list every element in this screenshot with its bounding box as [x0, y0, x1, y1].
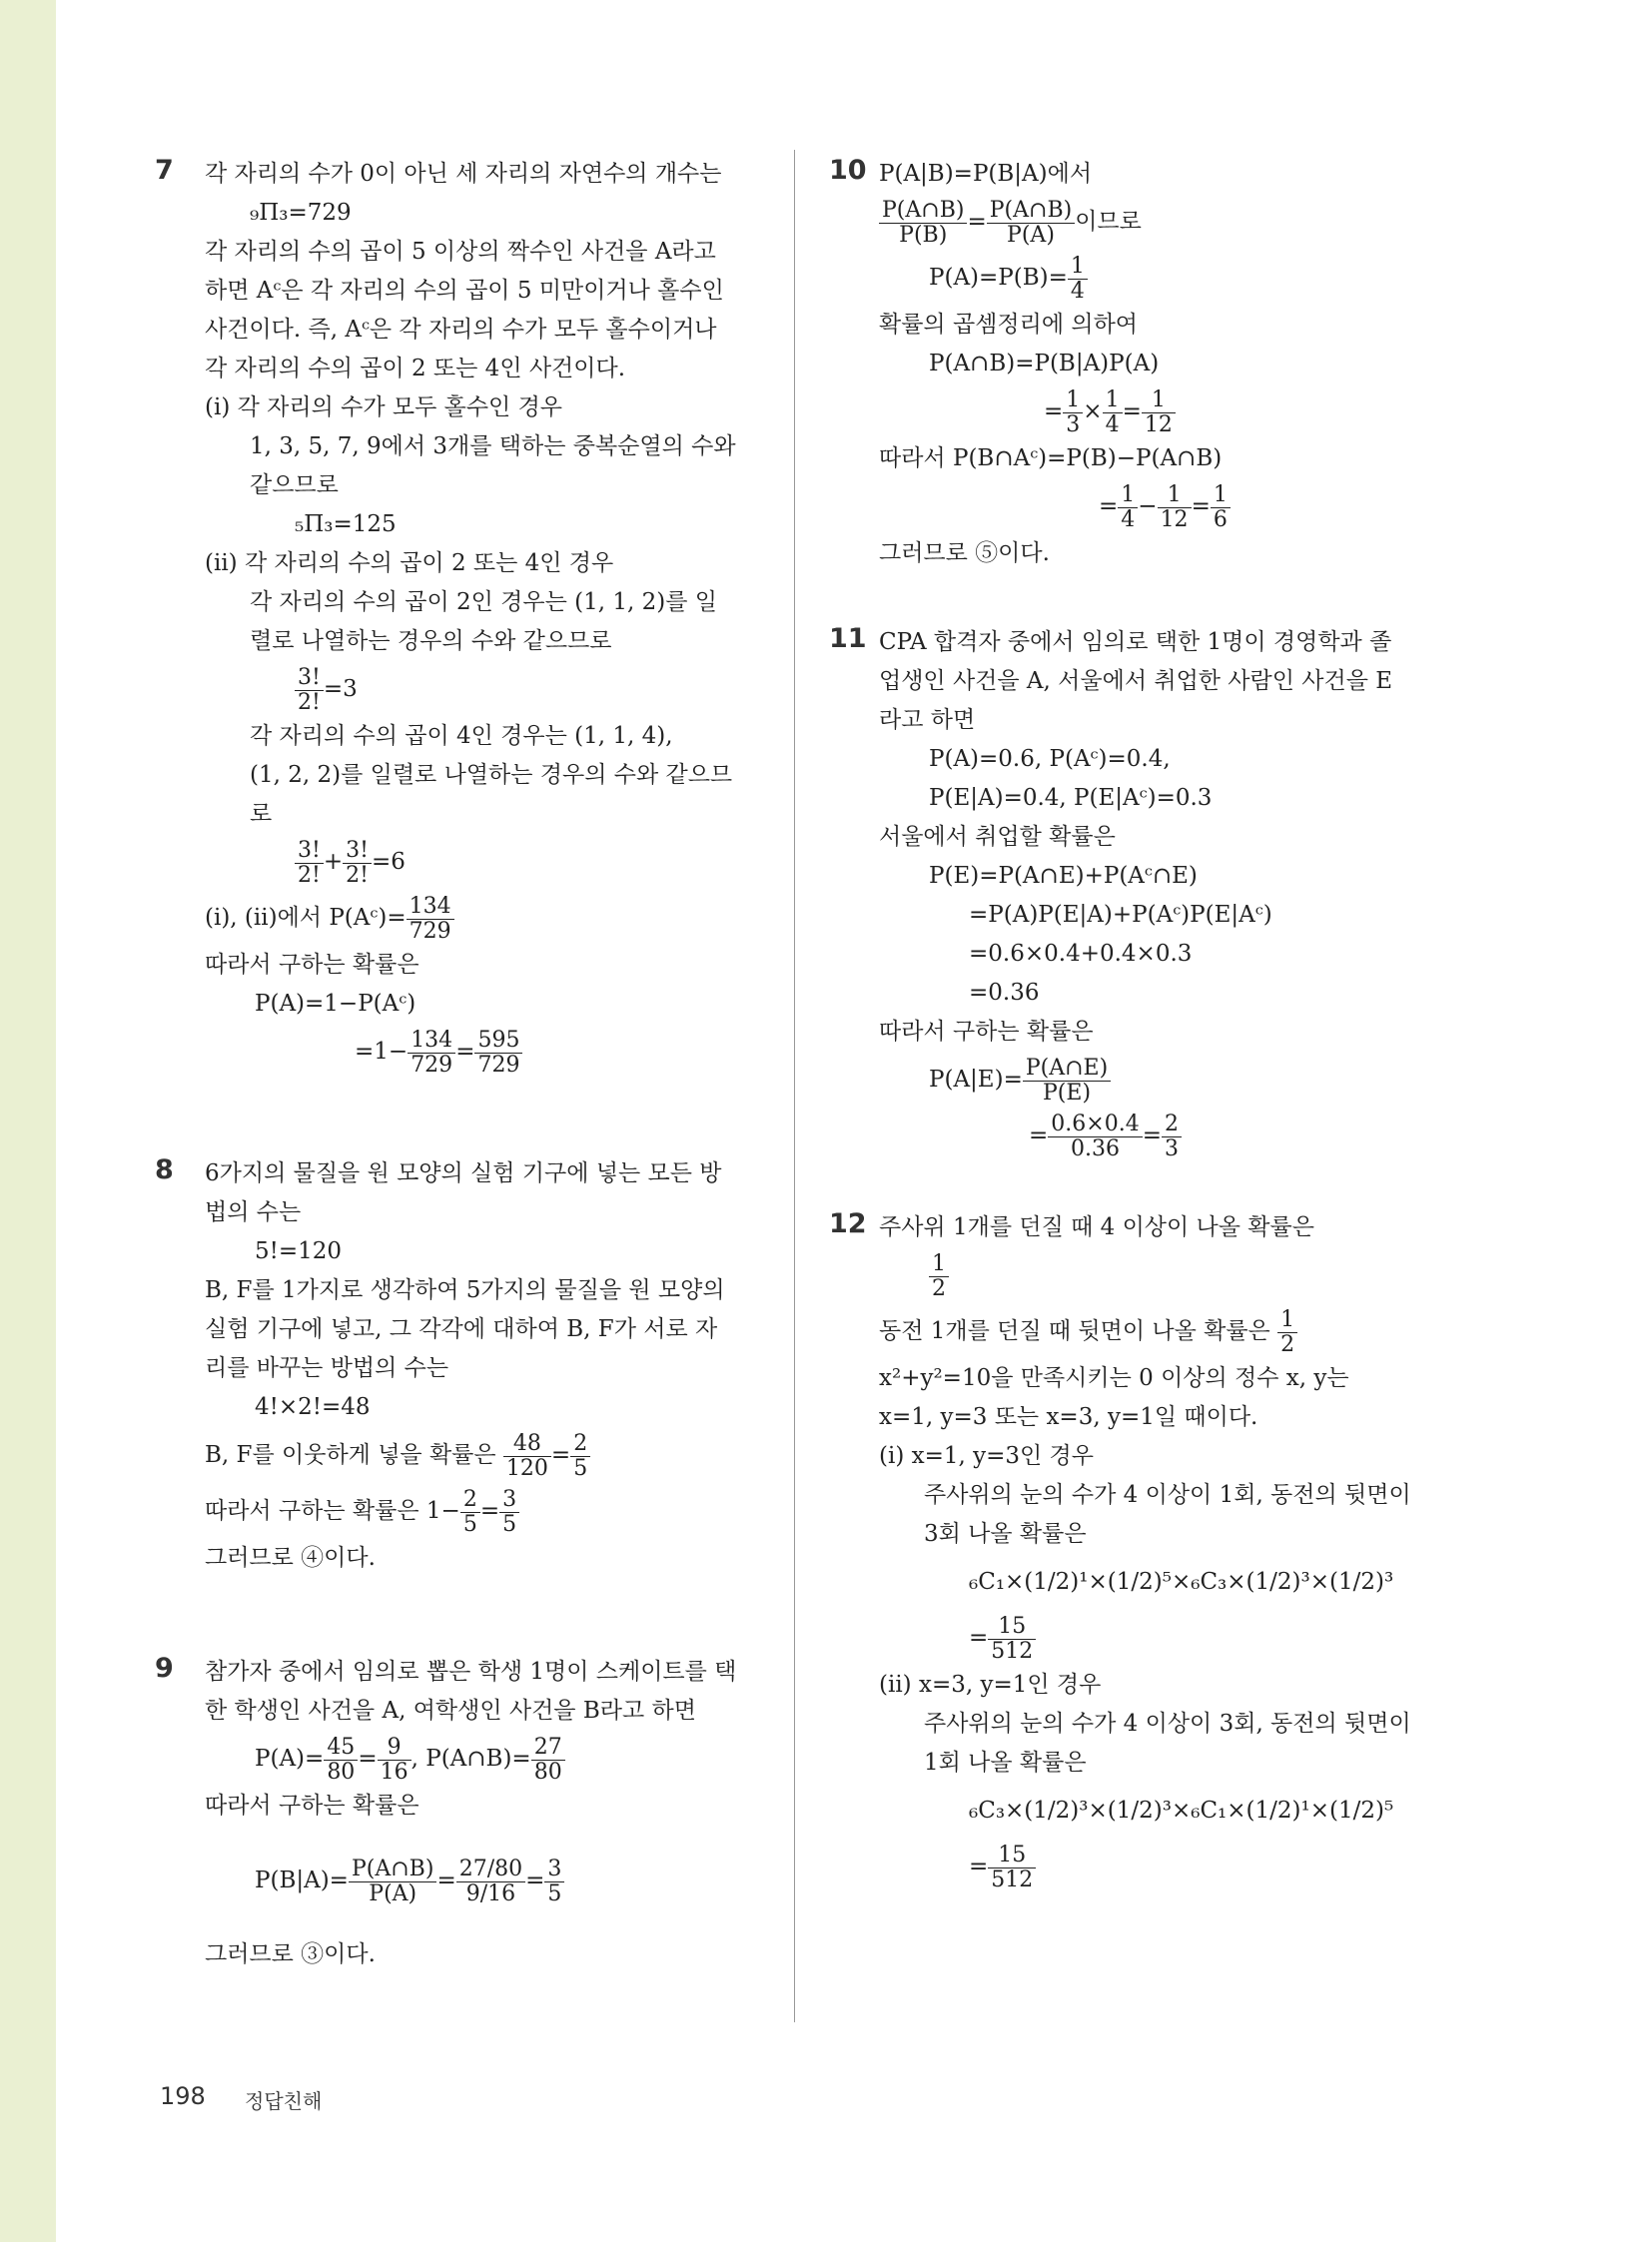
text-line: 사건이다. 즉, Aᶜ은 각 자리의 수가 모두 홀수이거나	[205, 317, 717, 343]
text-line: B, F를 1가지로 생각하여 5가지의 물질을 원 모양의	[205, 1277, 725, 1303]
text-line: 각 자리의 수의 곱이 2 또는 4인 사건이다.	[205, 356, 626, 381]
text-line: 로	[250, 801, 273, 827]
fraction: $\frac{P(A\cap B)}{P(A)}$	[987, 199, 1075, 248]
problem-11	[829, 623, 1443, 1163]
text-line: 따라서 구하는 확률은	[205, 1793, 419, 1819]
equation-line: $\frac{P(A\cap B)}{P(B)}$ = $\frac{P(A\cap B)}{P(A)}$ 이므로	[879, 194, 1443, 250]
text-line: 1회 나올 확률은	[924, 1750, 1087, 1776]
text-line: 실험 기구에 넣고, 그 각각에 대하여 B, F가 서로 자	[205, 1316, 718, 1342]
equation-line: =0.6×0.4+0.4×0.3	[969, 941, 1193, 967]
text-line: 각 자리의 수가 0이 아닌 세 자리의 자연수의 개수는	[205, 161, 722, 187]
problem-number: 9	[155, 1653, 174, 1684]
fraction: $\frac{2}{5}$	[570, 1432, 590, 1481]
equation-line: (ⅰ), (ⅱ)에서 P(Aᶜ)= $\frac{134}{729}$	[205, 890, 759, 946]
text-line: 동전 1개를 던질 때 뒷면이 나올 확률은 $\frac{1}{2}$	[879, 1303, 1443, 1359]
text-line: 라고 하면	[879, 707, 976, 733]
equation-line: = $\frac{0.6\times 0.4}{0.36}$ = $\frac{2}{3}$	[879, 1108, 1443, 1163]
equation-line: P(A)=P(B)= $\frac{1}{4}$	[879, 250, 1443, 306]
fraction: $\frac{15}{512}$	[988, 1844, 1036, 1892]
fraction: $\frac{P(A\cap B)}{P(B)}$	[879, 199, 967, 248]
case-heading: (ⅱ) x=3, y=1인 경우	[879, 1672, 1102, 1698]
equation-line: ₅Π₃=125	[295, 511, 397, 537]
equation-line: P(A)=0.6, P(Aᶜ)=0.4,	[929, 746, 1171, 772]
fraction: $\frac{9}{16}$	[378, 1736, 412, 1785]
text-line: 한 학생인 사건을 A, 여학생인 사건을 B라고 하면	[205, 1698, 696, 1724]
fraction: $\frac{1}{4}$	[1118, 483, 1138, 532]
equation-line: ₆C₁×(1/2)¹×(1/2)⁵×₆C₃×(1/2)³×(1/2)³	[969, 1569, 1394, 1595]
equation-line: P(A)=1−P(Aᶜ)	[255, 991, 416, 1017]
equation-line	[879, 1247, 1443, 1303]
text-line: 확률의 곱셈정리에 의하여	[879, 312, 1139, 338]
right-column	[829, 155, 1443, 1894]
text-line: 리를 바꾸는 방법의 수는	[205, 1355, 449, 1381]
text-line: 주사위의 눈의 수가 4 이상이 1회, 동전의 뒷면이	[924, 1482, 1411, 1508]
problem-number: 11	[829, 623, 867, 654]
fraction: $\frac{P(A\cap B)}{P(A)}$	[349, 1858, 436, 1906]
problem-12	[829, 1208, 1443, 1894]
left-column	[155, 155, 759, 1974]
page-number: 198	[160, 2082, 206, 2110]
text-line: 하면 Aᶜ은 각 자리의 수의 곱이 5 미만이거나 홀수인	[205, 278, 724, 304]
equation-line: = $\frac{15}{512}$	[879, 1610, 1443, 1666]
text-line: x²+y²=10을 만족시키는 0 이상의 정수 x, y는	[879, 1365, 1349, 1391]
equation-line: ₉Π₃=729	[250, 200, 352, 226]
fraction: $\frac{1}{4}$	[1103, 388, 1123, 437]
equation-line: =P(A)P(E|A)+P(Aᶜ)P(E|Aᶜ)	[969, 902, 1272, 928]
text-line: 주사위의 눈의 수가 4 이상이 3회, 동전의 뒷면이	[924, 1711, 1411, 1737]
text-line: 3회 나올 확률은	[924, 1521, 1087, 1547]
text-line: CPA 합격자 중에서 임의로 택한 1명이 경영학과 졸	[879, 629, 1392, 655]
problem-number: 12	[829, 1208, 867, 1239]
equation-line: = $\frac{15}{512}$	[879, 1839, 1443, 1894]
answer-line: 그러므로 ④이다.	[205, 1545, 376, 1571]
column-divider	[794, 150, 795, 2022]
text-line: 따라서 P(B∩Aᶜ)=P(B)−P(A∩B)	[879, 445, 1223, 471]
text-line: 따라서 구하는 확률은	[879, 1019, 1094, 1045]
text-line: 업생인 사건을 A, 서울에서 취업한 사람인 사건을 E	[879, 668, 1393, 694]
text-line: 서울에서 취업할 확률은	[879, 824, 1116, 850]
text-line: 각 자리의 수의 곱이 4인 경우는 (1, 1, 4),	[250, 723, 673, 749]
compound-fraction: $\frac{27/80}{9/16}$	[456, 1858, 525, 1906]
text-line: 주사위 1개를 던질 때 4 이상이 나올 확률은	[879, 1214, 1314, 1240]
text-line: 각 자리의 수의 곱이 2인 경우는 (1, 1, 2)를 일	[250, 589, 717, 615]
text-line: (1, 2, 2)를 일렬로 나열하는 경우의 수와 같으므	[250, 762, 733, 788]
problem-7	[155, 155, 759, 1080]
fraction: $\frac{595}{729}$	[474, 1029, 522, 1078]
text-line: P(A|B)=P(B|A)에서	[879, 161, 1093, 187]
case-heading: (ⅰ) x=1, y=3인 경우	[879, 1443, 1094, 1469]
problem-9	[155, 1653, 759, 1974]
fraction: $\frac{134}{729}$	[407, 895, 454, 944]
equation-line: 5!=120	[255, 1238, 343, 1264]
text-line: 6가지의 물질을 원 모양의 실험 기구에 넣는 모든 방	[205, 1160, 722, 1186]
fraction: $\frac{1}{3}$	[1063, 388, 1083, 437]
page-sidebar-band	[0, 0, 56, 2242]
equation-line: P(E|A)=0.4, P(E|Aᶜ)=0.3	[929, 785, 1213, 811]
equation-line: = $\frac{1}{4}$ − $\frac{1}{12}$ = $\frac{1}{6}$	[879, 478, 1443, 534]
fraction: $\frac{15}{512}$	[988, 1615, 1036, 1664]
case-heading: (ⅰ) 각 자리의 수가 모두 홀수인 경우	[205, 394, 563, 420]
text-line: 1, 3, 5, 7, 9에서 3개를 택하는 중복순열의 수와	[250, 433, 736, 459]
page-label: 정답친해	[245, 2089, 323, 2113]
text-line: 법의 수는	[205, 1199, 302, 1225]
text-line: 렬로 나열하는 경우의 수와 같으므로	[250, 628, 612, 654]
fraction: $\frac{P(A\cap E)}{P(E)}$	[1023, 1057, 1111, 1106]
text-line: 같으므로	[250, 472, 339, 498]
problem-10	[829, 155, 1443, 573]
fraction: $\frac{1}{2}$	[929, 1252, 949, 1301]
equation-line: P(E)=P(A∩E)+P(Aᶜ∩E)	[929, 863, 1198, 889]
equation-line: =0.36	[969, 980, 1040, 1006]
equation-line: ₆C₃×(1/2)³×(1/2)³×₆C₁×(1/2)¹×(1/2)⁵	[969, 1798, 1394, 1824]
equation-line: $\frac{3!}{2!}$ =3	[205, 661, 759, 717]
text-line: 따라서 구하는 확률은	[205, 952, 419, 978]
equation-line: P(B|A)= $\frac{P(A\cap B)}{P(A)}$ = $\frac{27/80}{9/16}$ = $\frac{3}{5}$	[205, 1826, 759, 1935]
fraction: $\frac{3}{5}$	[499, 1488, 519, 1537]
fraction: $\frac{1}{12}$	[1142, 388, 1176, 437]
equation-line: 따라서 구하는 확률은 1− $\frac{2}{5}$ = $\frac{3}{5}$	[205, 1483, 759, 1539]
fraction: $\frac{0.6\times 0.4}{0.36}$	[1048, 1113, 1142, 1161]
fraction: $\frac{1}{12}$	[1158, 483, 1192, 532]
fraction: $\frac{3!}{2!}$	[295, 839, 324, 888]
text-line: x=1, y=3 또는 x=3, y=1일 때이다.	[879, 1404, 1258, 1430]
answer-line: 그러므로 ⑤이다.	[879, 540, 1050, 566]
problem-number: 8	[155, 1154, 174, 1185]
equation-line: 4!×2!=48	[255, 1394, 371, 1420]
fraction: $\frac{3}{5}$	[544, 1858, 564, 1906]
fraction: $\frac{45}{80}$	[324, 1736, 358, 1785]
equation-line: P(A|E)= $\frac{P(A\cap E)}{P(E)}$	[879, 1052, 1443, 1108]
fraction: $\frac{2}{3}$	[1162, 1113, 1182, 1161]
fraction: $\frac{3!}{2!}$	[343, 839, 372, 888]
case-heading: (ⅱ) 각 자리의 수의 곱이 2 또는 4인 경우	[205, 550, 614, 576]
fraction: $\frac{1}{6}$	[1211, 483, 1231, 532]
equation-line: B, F를 이웃하게 넣을 확률은 $\frac{48}{120}$ = $\frac{2}{5}$	[205, 1427, 759, 1483]
fraction: $\frac{134}{729}$	[408, 1029, 455, 1078]
equation-line: = $\frac{1}{3}$ × $\frac{1}{4}$ = $\frac{1}{12}$	[879, 383, 1443, 439]
equation-line: P(A∩B)=P(B|A)P(A)	[929, 351, 1160, 376]
equation-line: =1− $\frac{134}{729}$ = $\frac{595}{729}$	[205, 1024, 759, 1080]
text-line: 참가자 중에서 임의로 뽑은 학생 1명이 스케이트를 택	[205, 1659, 737, 1685]
equation-line: P(A)= $\frac{45}{80}$ = $\frac{9}{16}$ , P(A∩B)= $\frac{27}{80}$	[205, 1731, 759, 1787]
fraction: $\frac{1}{4}$	[1068, 255, 1088, 304]
fraction: $\frac{48}{120}$	[503, 1432, 551, 1481]
problem-number: 7	[155, 155, 174, 186]
answer-line: 그러므로 ③이다.	[205, 1941, 376, 1967]
fraction: $\frac{1}{2}$	[1277, 1308, 1297, 1357]
fraction: $\frac{3!}{2!}$	[295, 666, 324, 715]
problem-8	[155, 1154, 759, 1578]
fraction: $\frac{2}{5}$	[460, 1488, 480, 1537]
text-line: 각 자리의 수의 곱이 5 이상의 짝수인 사건을 A라고	[205, 239, 716, 265]
fraction: $\frac{27}{80}$	[531, 1736, 565, 1785]
equation-line: $\frac{3!}{2!}$ + $\frac{3!}{2!}$ =6	[205, 834, 759, 890]
problem-number: 10	[829, 155, 867, 186]
